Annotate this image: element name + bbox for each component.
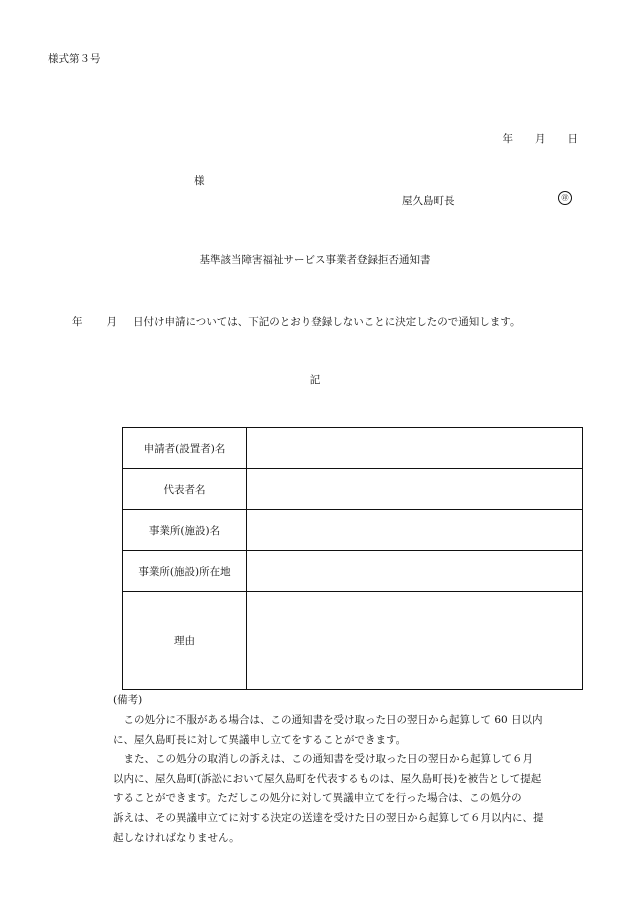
document-title: 基準該当障害福祉サービス事業者登録拒否通知書 [199,254,431,266]
table-row [123,551,583,592]
remarks-line: することができます。ただしこの処分に対して異議申立てを行った場合は、この処分の [113,792,522,805]
remarks-body [113,711,599,848]
remarks-line: また、この処分の取消しの訴えは、この通知書を受け取った日の翌日から起算して６月 [113,753,533,766]
table-row [123,592,583,690]
row-label-representative: 代表者名 [123,469,247,510]
row-label-reason: 理由 [123,592,247,690]
date-line [503,131,579,146]
ki-heading: 記 [309,374,321,386]
remarks-heading: (備考) [113,694,143,706]
recipient-suffix: 様 [194,175,205,187]
remarks-line: 起しなければなりません。 [113,831,240,844]
row-value-facility-address [247,551,583,592]
form-number: 様式第３号 [48,53,101,65]
body-text [72,314,520,329]
remarks-line: この処分に不服がある場合は、この通知書を受け取った日の翌日から起算して 60 日以内 [113,714,543,726]
info-table [122,427,583,690]
row-value-representative [247,469,583,510]
seal-mark: ㊞ [558,191,572,205]
table-row [123,469,583,510]
date-month-label: 月 [535,133,546,145]
table-row [123,510,583,551]
body-sentence: 日付け申請については、下記のとおり登録しないことに決定したので通知します。 [133,316,521,328]
row-value-facility-name [247,510,583,551]
remarks-line: 訴えは、その異議申立てに対する決定の送達を受けた日の翌日から起算して６月以内に、提 [113,811,544,824]
row-value-reason [247,592,583,690]
table-row [123,428,583,469]
sender-name: 屋久島町長 [402,195,455,207]
row-label-facility-address: 事業所(施設)所在地 [123,551,247,592]
remarks-line: に、屋久島町長に対して異議申し立てをすることができます。 [113,733,407,746]
remarks-line: 以内に、屋久島町(訴訟において屋久島町を代表するものは、屋久島町長)を被告として提起 [113,772,542,785]
row-value-applicant [247,428,583,469]
body-year-label: 年 [72,316,83,328]
body-month-label: 月 [106,316,117,328]
row-label-applicant: 申請者(設置者)名 [123,428,247,469]
row-label-facility-name: 事業所(施設)名 [123,510,247,551]
date-year-label: 年 [502,133,513,145]
date-day-label: 日 [567,133,578,145]
